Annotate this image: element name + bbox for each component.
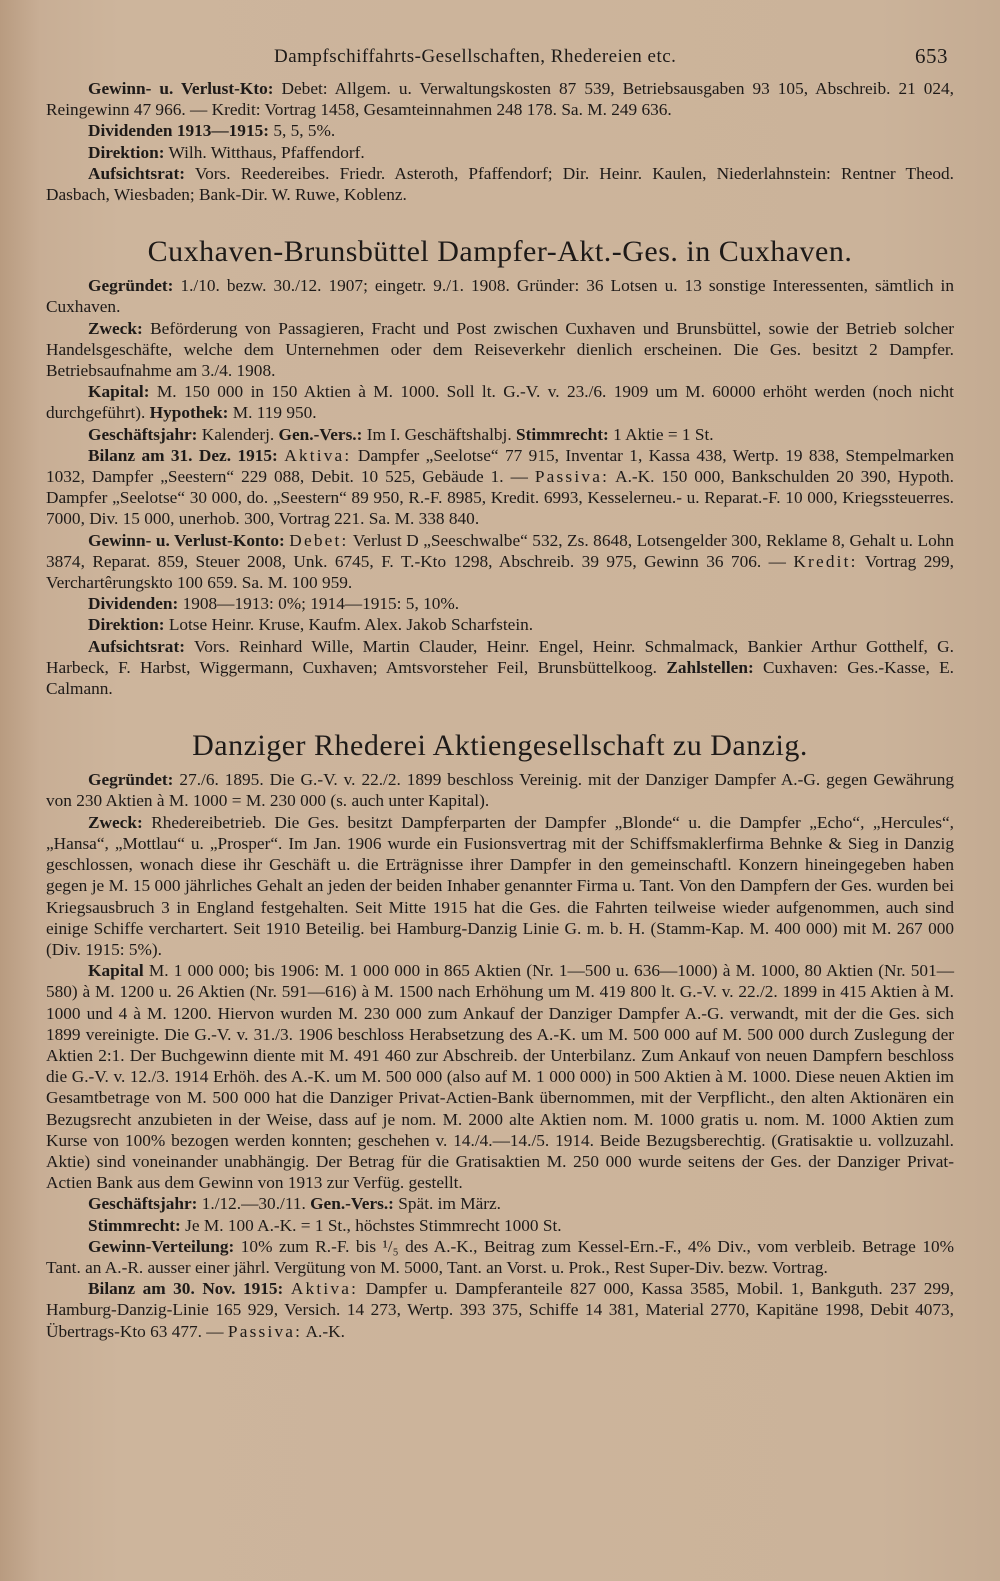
cux-geschaeftsjahr-paragraph [46,424,954,445]
top-dividenden-label: Dividenden 1913—1915: [88,121,269,141]
danz-stimmrecht-paragraph [46,1215,954,1236]
cux-genvers-text: Im I. Geschäftshalbj. [366,424,512,444]
danz-geschaeftsjahr-label: Geschäftsjahr: [88,1194,198,1214]
cux-debet-text: Verlust D „Seeschwalbe“ 532, Zs. 8648, Lotsengelder 300, Reklame 8, Gehalt u. Lohn 3874, Reparat. 859, Steuer 2008, Unk. 6745, F. T.-Kto 1298, Abschreib. 39 975, Gewinn 36 706. — [46,530,954,571]
cux-bilanz-label: Bilanz am 31. Dez. 1915: [88,445,278,465]
cux-geschaeftsjahr-label: Geschäftsjahr: [88,424,198,444]
cux-dividenden-text: 1908—1913: 0%; 1914—1915: 5, 10%. [182,594,460,614]
top-gewinn-paragraph [46,78,954,120]
danz-zweck-text: Rhedereibetrieb. Die Ges. besitzt Dampferparten der Dampfer „Blonde“ u. die Dampfer „Echo“, „Hercules“, „Hansa“, „Mottlau“ u. „Prosper“. Im Jan. 1906 wurde ein Fusionsvertrag mit der Schiffsmaklerfirma Behnke & Sieg in Danzig geschlossen, wonach diese ihr Geschäft u. die Erträgnisse ihrer Dampfer in den gemeinschaftl. Konzern hineingegeben haben gegen je M. 15 000 jährliches Gehalt an jeden der beiden Inhaber genannter Firma u. Tant. Von den Dampfern der Ges. wurden bei Kriegsausbruch 3 in England festgehalten. Seit Mitte 1915 hat die Ges. die Fahrten teilweise wieder aufgenommen, auch sind einige Schiffe verchartert. Seit 1910 Beteilig. bei Hamburg-Danzig Linie G. m. b. H. (Stamm-Kap. M. 400 000) mit M. 267 000 (Div. 1915: 5%). [46,812,954,959]
danz-bilanz-paragraph [46,1278,954,1342]
company-heading-cuxhaven: Cuxhaven-Brunsbüttel Dampfer-Akt.-Ges. in Cuxhaven. [147,235,853,269]
danz-bilanz-label: Bilanz am 30. Nov. 1915: [88,1279,284,1299]
danz-kapital-label: Kapital [88,961,144,981]
danz-passiva-label: Passiva: [227,1321,303,1341]
danz-gewinnverteilung-paragraph [46,1236,954,1278]
top-aufsichtsrat-text: Vors. Reedereibes. Friedr. Asteroth, Pfaffendorf; Dir. Heinr. Kaulen, Niederlahnstein: Rentner Theod. Dasbach, Wiesbaden; Bank-Dir. W. Ruwe, Koblenz. [46,163,954,205]
cux-hypothek-label: Hypothek: [149,403,229,423]
cux-kapital-label: Kapital: [88,382,150,402]
danz-geschaeftsjahr-text: 1./12.—30./11. [201,1194,306,1214]
danz-stimmrecht-label: Stimmrecht: [88,1215,181,1235]
cux-direktion-paragraph [46,614,954,635]
danz-gegruendet-text: 27./6. 1895. Die G.-V. v. 22./2. 1899 beschloss Vereinig. mit der Danziger Dampfer A.-G. gegen Gewährung von 230 Aktien à M. 1000 = M. 230 000 (s. auch unter Kapital). [46,770,954,811]
danz-genvers-text: Spät. im März. [398,1194,501,1214]
top-direktion-label: Direktion: [88,142,165,162]
cux-gewinn-label: Gewinn- u. Verlust-Konto: [88,530,285,550]
danz-gewinnverteilung-label: Gewinn-Verteilung: [88,1236,235,1256]
cux-passiva-label: Passiva: [534,467,610,487]
cux-stimmrecht-text: 1 Aktie = 1 St. [613,424,714,444]
cux-aufsichtsrat-paragraph [46,636,954,700]
top-direktion-paragraph [46,142,954,163]
cux-debet-label: Debet: [289,530,349,550]
danz-zweck-label: Zweck: [88,812,143,832]
danz-kapital-text: M. 1 000 000; bis 1906: M. 1 000 000 in 865 Aktien (Nr. 1—500 u. 636—1000) à M. 1000, 80 Aktien (Nr. 501—580) à M. 1200 u. 26 Aktien (Nr. 591—616) à M. 1500 nach Erhöhung um M. 419 800 lt. G.-V. v. 22./2. 1899 in 415 Aktien à M. 1000 und 4 à M. 1200. Hiervon wurden M. 230 000 zum Ankauf der Danziger Dampfer A.-G. verwandt, mit der die Ges. sich 1899 vereinigte. Die G.-V. v. 31./3. 1906 beschloss Herabsetzung des A.-K. um M. 500 000 auf M. 500 000 durch Zuslegung der Aktien 2:1. Der Buchgewinn diente mit M. 491 460 zur Abschreib. der Unterbilanz. Zum Ankauf von neuen Dampfern beschloss die G.-V. v. 12./3. 1914 Erhöh. des A.-K. um M. 500 000 (also auf M. 1 000 000) in 500 Aktien à M. 1000. Diese neuen Aktien im Gesamtbetrage von M. 500 000 hat die Danziger Privat-Actien-Bank übernommen, mit der Verpflicht., den alten Aktionären ein Bezugsrecht anzubieten in der Weise, dass auf je nom. M. 2000 alte Aktien nom. M. 1000 gratis u. nom. M. 1000 Aktien zum Kurse von 100% bezogen werden konnten; geschehen v. 14./4.—14./5. 1914. Beide Bezugsberechtig. (Gratisaktie u. vollzuzahl. Aktie) sind voneinander unabhängig. Der Betrag für die Gratisaktien M. 250 000 wurde seitens der Ges. der Danziger Privat-Actien Bank aus dem Gewinn von 1913 zur Verfüg. gestellt. [46,961,954,1193]
cux-stimmrecht-label: Stimmrecht: [515,424,609,444]
cux-gegruendet-paragraph [46,275,954,317]
cux-genvers-label: Gen.-Vers.: [278,424,363,444]
cux-aktiva-text: Dampfer „Seelotse“ 77 915, Inventar 1, Kassa 438, Wertp. 19 838, Stempelmarken 1032, Dampfer „Seestern“ 229 088, Debit. 10 525, Gebäude 1. — [46,445,954,487]
cux-zahlstellen-label: Zahlstellen: [666,657,754,677]
cux-gegruendet-label: Gegründet: [88,276,174,296]
cux-dividenden-label: Dividenden: [88,594,179,614]
cux-kredit-label: Kredit: [793,551,858,571]
cux-dividenden-paragraph [46,593,954,614]
danz-gegruendet-label: Gegründet: [88,770,174,790]
danz-genvers-label: Gen.-Vers.: [310,1194,394,1214]
cux-kapital-text: M. 150 000 in 150 Aktien à M. 1000. Soll lt. G.-V. v. 23./6. 1909 um M. 60000 erhöht werden (noch nicht durchgeführt). [46,382,954,423]
company-heading-danzig: Danziger Rhederei Aktiengesellschaft zu Danzig. [192,729,808,763]
cux-bilanz-paragraph [46,445,954,530]
top-aufsichtsrat-paragraph [46,163,954,205]
cux-zweck-text: Beförderung von Passagieren, Fracht und Post zwischen Cuxhaven und Brunsbüttel, sowie der Betrieb solcher Handelsgeschäfte, welche dem Unternehmen oder dem Reiseverkehr dienlich erscheinen. Die Ges. besitzt 2 Dampfer. Betriebsaufnahme am 3./4. 1908. [46,318,954,381]
running-header [46,38,954,78]
top-gewinn-label: Gewinn- u. Verlust-Kto: [88,79,274,98]
top-dividenden-paragraph [46,120,954,141]
cux-gegruendet-text: 1./10. bezw. 30./12. 1907; eingetr. 9./1. 1908. Gründer: 36 Lotsen u. 13 sonstige Interessenten, sämtlich in Cuxhaven. [46,276,954,317]
top-dividenden-text: 5, 5, 5%. [273,121,336,141]
cux-zahlstellen-text: Cuxhaven: Ges.-Kasse, E. Calmann. [46,657,954,699]
cux-hypothek-text: M. 119 950. [232,403,317,423]
top-gewinn-text: Debet: Allgem. u. Verwaltungskosten 87 539, Betriebsausgaben 93 105, Abschreib. 21 024, Reingewinn 47 966. — Kredit: Vortrag 1458, Gesamteinnahmen 248 178. Sa. M. 249 636. [46,79,954,120]
cux-kapital-paragraph [46,381,954,423]
danz-stimmrecht-text: Je M. 100 A.-K. = 1 St., höchstes Stimmrecht 1000 St. [185,1215,562,1235]
cux-direktion-text: Lotse Heinr. Kruse, Kaufm. Alex. Jakob Scharfstein. [168,615,534,635]
danz-kapital-paragraph [46,960,954,1193]
cux-gewinn-paragraph [46,530,954,594]
page-number: 653 [915,44,948,68]
cux-aufsichtsrat-label: Aufsichtsrat: [88,636,185,656]
danz-passiva-text: A.-K. [305,1321,345,1341]
cux-zweck-label: Zweck: [88,318,143,338]
cux-kredit-text: Vortrag 299, Verchartêrungskto 100 659. Sa. M. 100 959. [46,551,954,593]
cux-aufsichtsrat-text: Vors. Reinhard Wille, Martin Clauder, Heinr. Engel, Heinr. Schmalmack, Bankier Arthur Gotthelf, G. Harbeck, F. Harbst, Wiggermann, Cuxhaven; Amtsvorsteher Feil, Brunsbüttelkoog. [46,636,954,677]
cux-direktion-label: Direktion: [88,615,165,635]
running-title: Dampfschiffahrts-Gesellschaften, Rhedereien etc. [274,46,677,67]
danz-gegruendet-paragraph [46,769,954,811]
danz-aktiva-label: Aktiva: [290,1279,359,1299]
top-aufsichtsrat-label: Aufsichtsrat: [88,163,185,183]
cux-aktiva-label: Aktiva: [284,445,352,465]
cux-zweck-paragraph [46,318,954,382]
danz-aktiva-text: Dampfer u. Dampferanteile 827 000, Kassa 3585, Mobil. 1, Bankguth. 237 299, Hamburg-Danzig-Linie 165 929, Versich. 14 273, Wertp. 393 375, Schiffe 14 381, Material 2770, Kapitäne 1998, Debit 4073, Übertrags-Kto 63 477. — [46,1279,954,1341]
danz-gewinnverteilung-text: 10% zum R.-F. bis ¹/₅ des A.-K., Beitrag zum Kessel-Ern.-F., 4% Div., vom verbleib. Betrage 10% Tant. an A.-R. ausser einer jährl. Vergütung von M. 5000, Tant. an Vorst. u. Prok., Rest Super-Div. bezw. Vortrag. [46,1236,955,1277]
cux-passiva-text: A.-K. 150 000, Bankschulden 20 390, Hypoth. Dampfer „Seelotse“ 30 000, do. „Seestern“ 89 950, R.-F. 8985, Kredit. 6993, Kesselerneu.- u. Reparat.-F. 10 000, Kriegssteuerres. 7000, Div. 15 000, unerhob. 300, Vortrag 221. Sa. M. 338 840. [46,467,954,529]
danz-zweck-paragraph [46,812,954,960]
danz-geschaeftsjahr-paragraph [46,1193,954,1214]
cux-geschaeftsjahr-text: Kalenderj. [201,424,275,444]
top-direktion-text: Wilh. Witthaus, Pfaffendorf. [168,142,365,162]
